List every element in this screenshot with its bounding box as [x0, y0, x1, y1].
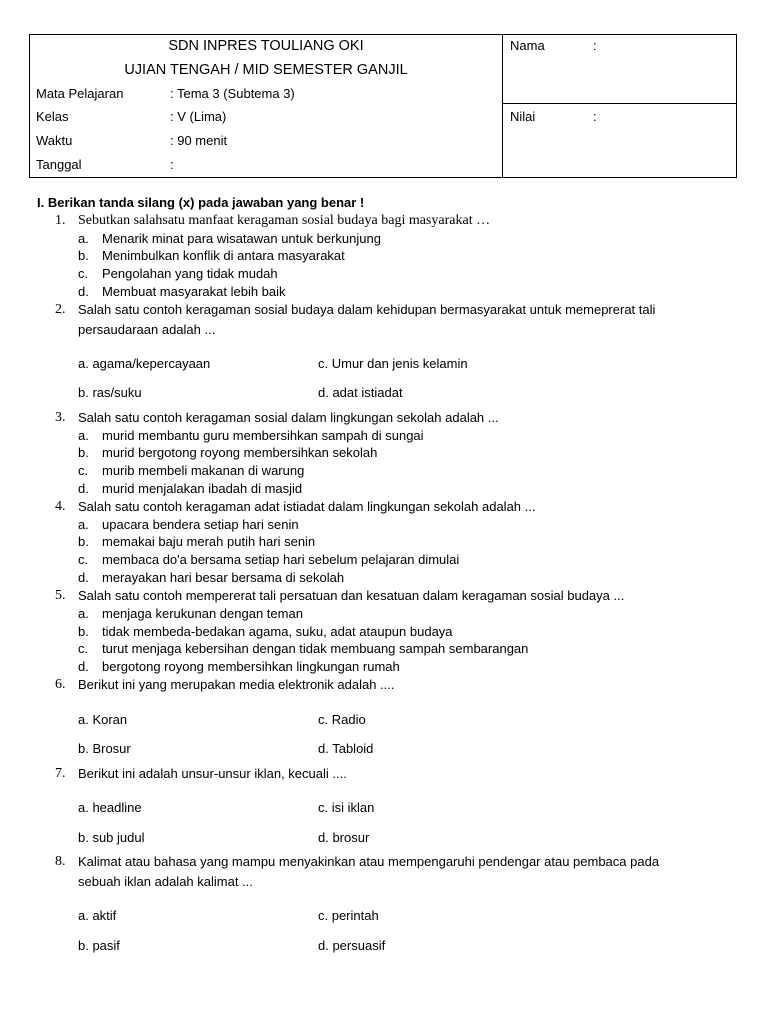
option-letter: d. — [78, 659, 89, 674]
option-letter: a. — [78, 428, 89, 443]
option[interactable]: b. sub judul — [78, 830, 145, 845]
option-letter: d. — [78, 481, 89, 496]
option-text: membaca do'a bersama setiap hari sebelum pelajaran dimulai — [102, 552, 460, 567]
score-colon: : — [593, 109, 597, 124]
option[interactable]: c. Radio — [318, 712, 366, 727]
question-number: 6. — [55, 677, 66, 692]
option-text: murid menjalakan ibadah di masjid — [102, 481, 303, 496]
option-letter: b. — [78, 445, 89, 460]
info-label: Kelas — [36, 109, 69, 124]
question-number: 4. — [55, 499, 66, 514]
option-text: Menimbulkan konflik di antara masyarakat — [102, 248, 345, 263]
option[interactable]: d. Tabloid — [318, 741, 374, 756]
option[interactable]: c. Umur dan jenis kelamin — [318, 356, 468, 371]
option-text: Menarik minat para wisatawan untuk berkunjung — [102, 231, 381, 246]
question-text: Berikut ini adalah unsur-unsur iklan, kecuali .... — [78, 766, 347, 781]
option-letter: d. — [78, 570, 89, 585]
option-text: menjaga kerukunan dengan teman — [102, 606, 303, 621]
name-colon: : — [593, 38, 597, 53]
option[interactable]: a. aktif — [78, 908, 117, 923]
option-letter: b. — [78, 624, 89, 639]
header-vertical-divider — [502, 35, 503, 177]
name-label: Nama — [510, 38, 545, 53]
option[interactable]: c. isi iklan — [318, 800, 375, 815]
question-text: Sebutkan salahsatu manfaat keragaman sosial budaya bagi masyarakat … — [78, 213, 491, 228]
section-title: I. Berikan tanda silang (x) pada jawaban yang benar ! — [37, 195, 365, 210]
option-text: upacara bendera setiap hari senin — [102, 517, 299, 532]
info-value: : 90 menit — [170, 133, 228, 148]
option-text: bergotong royong membersihkan lingkungan rumah — [102, 659, 400, 674]
question-number: 5. — [55, 588, 66, 603]
option-letter: c. — [78, 552, 89, 567]
info-value: : Tema 3 (Subtema 3) — [170, 86, 295, 101]
option-letter: c. — [78, 266, 89, 281]
info-label: Tanggal — [36, 157, 82, 172]
question-number: 2. — [55, 302, 66, 317]
option-letter: a. — [78, 231, 89, 246]
question-text-continued: persaudaraan adalah ... — [78, 322, 216, 337]
option-text: Membuat masyarakat lebih baik — [102, 284, 286, 299]
question-number: 3. — [55, 410, 66, 425]
option-text: murib membeli makanan di warung — [102, 463, 305, 478]
option-letter: c. — [78, 641, 89, 656]
header-horizontal-divider — [502, 103, 736, 104]
option-letter: c. — [78, 463, 89, 478]
option[interactable]: d. brosur — [318, 830, 370, 845]
school-name: SDN INPRES TOULIANG OKI — [168, 38, 364, 54]
option[interactable]: c. perintah — [318, 908, 379, 923]
option-letter: a. — [78, 606, 89, 621]
option-letter: b. — [78, 534, 89, 549]
option-letter: b. — [78, 248, 89, 263]
option-letter: d. — [78, 284, 89, 299]
option-text: tidak membeda-bedakan agama, suku, adat ataupun budaya — [102, 624, 453, 639]
option[interactable]: a. Koran — [78, 712, 128, 727]
question-text: Kalimat atau bahasa yang mampu menyakinkan atau mempengaruhi pendengar atau pembaca pada — [78, 854, 660, 869]
exam-header — [29, 34, 737, 178]
exam-title: UJIAN TENGAH / MID SEMESTER GANJIL — [124, 62, 408, 78]
option-text: murid membantu guru membersihkan sampah di sungai — [102, 428, 424, 443]
option-letter: a. — [78, 517, 89, 532]
question-text: Berikut ini yang merupakan media elektronik adalah .... — [78, 677, 395, 692]
question-number: 1. — [55, 213, 66, 228]
question-text-continued: sebuah iklan adalah kalimat ... — [78, 874, 253, 889]
info-label: Waktu — [36, 133, 73, 148]
question-text: Salah satu contoh mempererat tali persatuan dan kesatuan dalam keragaman sosial budaya ... — [78, 588, 625, 603]
question-number: 8. — [55, 854, 66, 869]
option[interactable]: b. Brosur — [78, 741, 131, 756]
score-label: Nilai — [510, 109, 536, 124]
option-text: murid bergotong royong membersihkan sekolah — [102, 445, 378, 460]
question-text: Salah satu contoh keragaman sosial dalam lingkungan sekolah adalah ... — [78, 410, 499, 425]
option[interactable]: d. persuasif — [318, 938, 386, 953]
question-text: Salah satu contoh keragaman sosial budaya dalam kehidupan bermasyarakat untuk memeprerat tali — [78, 302, 656, 317]
option[interactable]: a. agama/kepercayaan — [78, 356, 211, 371]
question-number: 7. — [55, 766, 66, 781]
info-label: Mata Pelajaran — [36, 86, 124, 101]
option[interactable]: b. pasif — [78, 938, 120, 953]
option[interactable]: b. ras/suku — [78, 385, 142, 400]
option[interactable]: a. headline — [78, 800, 142, 815]
option-text: Pengolahan yang tidak mudah — [102, 266, 278, 281]
option-text: memakai baju merah putih hari senin — [102, 534, 316, 549]
info-value: : V (Lima) — [170, 109, 227, 124]
option-text: turut menjaga kebersihan dengan tidak membuang sampah sembarangan — [102, 641, 529, 656]
info-value: : — [170, 157, 174, 172]
option[interactable]: d. adat istiadat — [318, 385, 403, 400]
question-text: Salah satu contoh keragaman adat istiadat dalam lingkungan sekolah adalah ... — [78, 499, 536, 514]
option-text: merayakan hari besar bersama di sekolah — [102, 570, 345, 585]
